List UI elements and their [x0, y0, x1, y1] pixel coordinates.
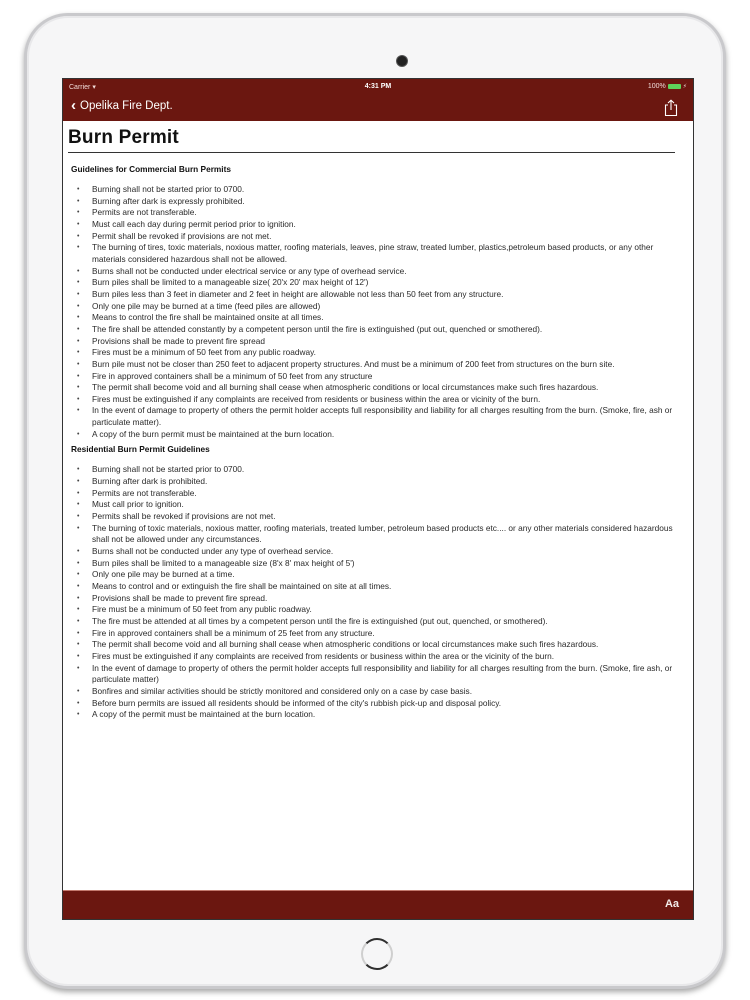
- back-button[interactable]: [71, 99, 173, 113]
- guideline-item: • Fire in approved containers shall be a minimum of 25 feet from any structure.: [68, 628, 687, 640]
- charging-icon: ⚡: [682, 84, 687, 90]
- guideline-item: • Fire in approved containers shall be a minimum of 50 feet from any structure: [68, 371, 687, 383]
- navigation-bar: [63, 96, 693, 121]
- guideline-item: • Permits are not transferable.: [68, 207, 687, 219]
- guideline-item: • A copy of the burn permit must be maintained at the burn location.: [68, 429, 687, 441]
- font-size-button[interactable]: Aa: [664, 898, 679, 910]
- guideline-item: • Burn piles shall be limited to a manageable size( 20'x 20' max height of 12'): [68, 277, 687, 289]
- guideline-item: • The fire must be attended at all times by a competent person until the fire is extinguished (put out, quenched, or smothered).: [68, 616, 687, 628]
- battery-icon: [668, 84, 681, 89]
- guideline-item: • The fire shall be attended constantly by a competent person until the fire is extinguished (put out, quenched or smothered).: [68, 324, 687, 336]
- guideline-item: • In the event of damage to property of others the permit holder accepts full responsibility and liability for all charges resulting from the burn. (Smoke, fire, ash or particulate matter).: [68, 405, 687, 428]
- page-content: [63, 121, 693, 721]
- carrier-label: Carrier: [69, 84, 91, 91]
- guideline-item: • Bonfires and similar activities should be strictly monitored and considered only on a case by case basis.: [68, 686, 687, 698]
- guideline-item: • Burning shall not be started prior to 0700.: [68, 184, 687, 196]
- guideline-item: • Burns shall not be conducted under any type of overhead service.: [68, 546, 687, 558]
- battery-percent: 100%: [647, 83, 666, 90]
- guideline-item: • The burning of tires, toxic materials, noxious matter, roofing materials, leaves, pine straw, treated lumber, plastics,petroleum based products, or any other materials considered hazardous shall not be allowed.: [68, 242, 687, 265]
- share-button[interactable]: [663, 99, 679, 117]
- section-heading-commercial: Guidelines for Commercial Burn Permits: [71, 164, 231, 174]
- tablet-device-frame: [24, 13, 726, 989]
- guideline-item: • Burning shall not be started prior to 0700.: [68, 464, 687, 476]
- guideline-item: • Burning after dark is expressly prohibited.: [68, 196, 687, 208]
- battery-status: [648, 83, 687, 90]
- chevron-left-icon: ‹: [71, 97, 76, 114]
- guideline-item: • Fires must be extinguished if any complaints are received from residents or business within the area or vicinity of the burn.: [68, 394, 687, 406]
- back-button-label: Opelika Fire Dept.: [80, 100, 173, 112]
- app-screen: [62, 78, 694, 920]
- guideline-item: • Burns shall not be conducted under electrical service or any type of overhead service.: [68, 266, 687, 278]
- top-bar: [63, 79, 693, 121]
- commercial-guidelines-list: [68, 184, 687, 440]
- guideline-item: • The permit shall become void and all burning shall cease when atmospheric conditions or local circumstances make such fires hazardous.: [68, 639, 687, 651]
- guideline-item: • Fires must be a minimum of 50 feet from any public roadway.: [68, 347, 687, 359]
- guideline-item: • Provisions shall be made to prevent fire spread.: [68, 593, 687, 605]
- section-heading-residential: Residential Burn Permit Guidelines: [71, 444, 210, 455]
- front-camera: [397, 56, 407, 66]
- guideline-item: • Only one pile may be burned at a time.: [68, 569, 687, 581]
- wifi-icon: ▾: [92, 84, 96, 91]
- guideline-item: • Burn piles less than 3 feet in diameter and 2 feet in height are allowable not less than 50 feet from any structure.: [68, 289, 687, 301]
- status-bar: [63, 79, 693, 96]
- guideline-item: • Means to control the fire shall be maintained onsite at all times.: [68, 312, 687, 324]
- share-icon: [663, 99, 679, 117]
- guideline-item: • Burn piles shall be limited to a manageable size (8'x 8' max height of 5'): [68, 558, 687, 570]
- guideline-item: • Means to control and or extinguish the fire shall be maintained on site at all times.: [68, 581, 687, 593]
- guideline-item: • Must call prior to ignition.: [68, 499, 687, 511]
- residential-guidelines-list: [68, 464, 687, 720]
- guideline-item: • Permit shall be revoked if provisions are not met.: [68, 231, 687, 243]
- guideline-item: • Before burn permits are issued all residents should be informed of the city's rubbish pick-up and disposal policy.: [68, 698, 687, 710]
- guideline-item: • The permit shall become void and all burning shall cease when atmospheric conditions or local circumstances make such fires hazardous.: [68, 382, 687, 394]
- guideline-item: • Fire must be a minimum of 50 feet from any public roadway.: [68, 604, 687, 616]
- guideline-item: • Permits shall be revoked if provisions are not met.: [68, 511, 687, 523]
- page-title: Burn Permit: [68, 127, 675, 153]
- guideline-item: • Burning after dark is prohibited.: [68, 476, 687, 488]
- guideline-item: • The burning of toxic materials, noxious matter, roofing materials, treated lumber, petroleum based products etc.... or any other materials considered hazardous shall not be allowed under any circumstances.: [68, 523, 687, 546]
- guideline-item: • A copy of the permit must be maintained at the burn location.: [68, 709, 687, 721]
- guideline-item: • Must call each day during permit period prior to ignition.: [68, 219, 687, 231]
- guideline-item: • Provisions shall be made to prevent fire spread: [68, 336, 687, 348]
- bottom-toolbar: [63, 890, 693, 919]
- guideline-item: • Fires must be extinguished if any complaints are received from residents or business within the area or the vicinity of the burn.: [68, 651, 687, 663]
- guideline-item: • Permits are not transferable.: [68, 488, 687, 500]
- status-time: 4:31 PM: [364, 83, 392, 90]
- home-button[interactable]: [361, 938, 393, 970]
- guideline-item: • In the event of damage to property of others the permit holder accepts full responsibility and liability for all charges resulting from the burn. (Smoke, fire ash, or particulate matter): [68, 663, 687, 686]
- guideline-item: • Burn pile must not be closer than 250 feet to adjacent property structures. And must be a minimum of 200 feet from structures on the burn site.: [68, 359, 687, 371]
- guideline-item: • Only one pile may be burned at a time (feed piles are allowed): [68, 301, 687, 313]
